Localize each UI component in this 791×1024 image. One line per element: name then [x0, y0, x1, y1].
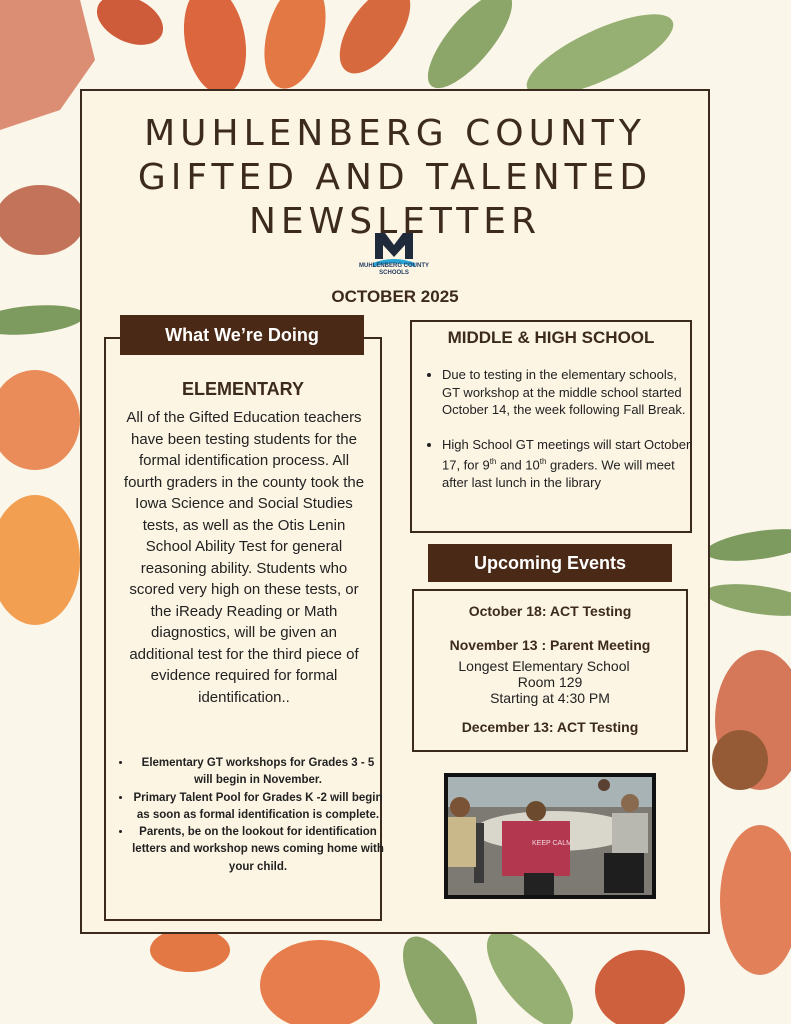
logo-text: MUHLENBERG COUNTY SCHOOLS	[359, 263, 429, 276]
title-line-2: GIFTED AND TALENTED	[137, 157, 653, 198]
event-act-dec: December 13: ACT Testing	[461, 719, 639, 735]
event-location: Longest Elementary School	[458, 658, 630, 674]
ordinal-suffix: th	[539, 457, 547, 466]
event-act-oct: October 18: ACT Testing	[468, 603, 632, 619]
middle-high-bullets	[422, 366, 698, 491]
middle-high-heading: MIDDLE & HIGH SCHOOL	[447, 328, 655, 347]
newsletter-card	[80, 89, 710, 934]
list-item: • Due to testing in the elementary schools, GT workshop at the middle school started October 14, the week following Fall Break.	[442, 366, 698, 419]
what-were-doing-box	[104, 337, 382, 921]
classroom-photo	[444, 773, 656, 899]
title-line-3: NEWSLETTER	[248, 201, 542, 242]
list-item: • Elementary GT workshops for Grades 3 - 5 will begin in November.	[132, 755, 384, 790]
bullet2-text-b: and 10	[496, 457, 540, 473]
list-item: • Primary Talent Pool for Grades K -2 will begin as soon as formal identification is complete.	[132, 790, 384, 825]
list-item: • Parents, be on the lookout for identification letters and workshop news coming home with your child.	[132, 824, 384, 876]
bullet2-text-a: High School GT meetings will start October 17, for 9	[442, 436, 691, 473]
what-were-doing-banner: What We’re Doing	[120, 315, 364, 355]
upcoming-events-banner: Upcoming Events	[428, 544, 672, 582]
newsletter-date: OCTOBER 2025	[331, 287, 459, 306]
photo-shirt-text: KEEP CALM	[532, 840, 572, 847]
event-room: Room 129	[517, 674, 583, 690]
bullet2-text-c: graders. We will meet after last lunch in the library	[442, 457, 675, 490]
event-parent-meeting: November 13 : Parent Meeting	[449, 637, 651, 653]
upcoming-events-box	[412, 589, 688, 752]
elementary-bullets	[118, 755, 384, 876]
event-parent-meeting-details	[414, 658, 686, 706]
middle-high-school-box	[410, 320, 692, 533]
elementary-heading: ELEMENTARY	[181, 379, 304, 399]
ordinal-suffix: th	[489, 457, 497, 466]
title-line-1: MUHLENBERG COUNTY	[144, 113, 646, 154]
elementary-paragraph: All of the Gifted Education teachers have been testing students for the formal identification process. All fourth graders in the county took the Iowa Science and Social Studies tests, as well as the Otis Lenin School Ability Test for general reasoning ability. Students who scored very high on these tests, or the iReady Reading or Math diagnostics, will be given an additional test for the third piece of evidence required for formal identification..	[123, 409, 365, 706]
list-item	[442, 436, 698, 492]
event-time: Starting at 4:30 PM	[490, 690, 610, 706]
